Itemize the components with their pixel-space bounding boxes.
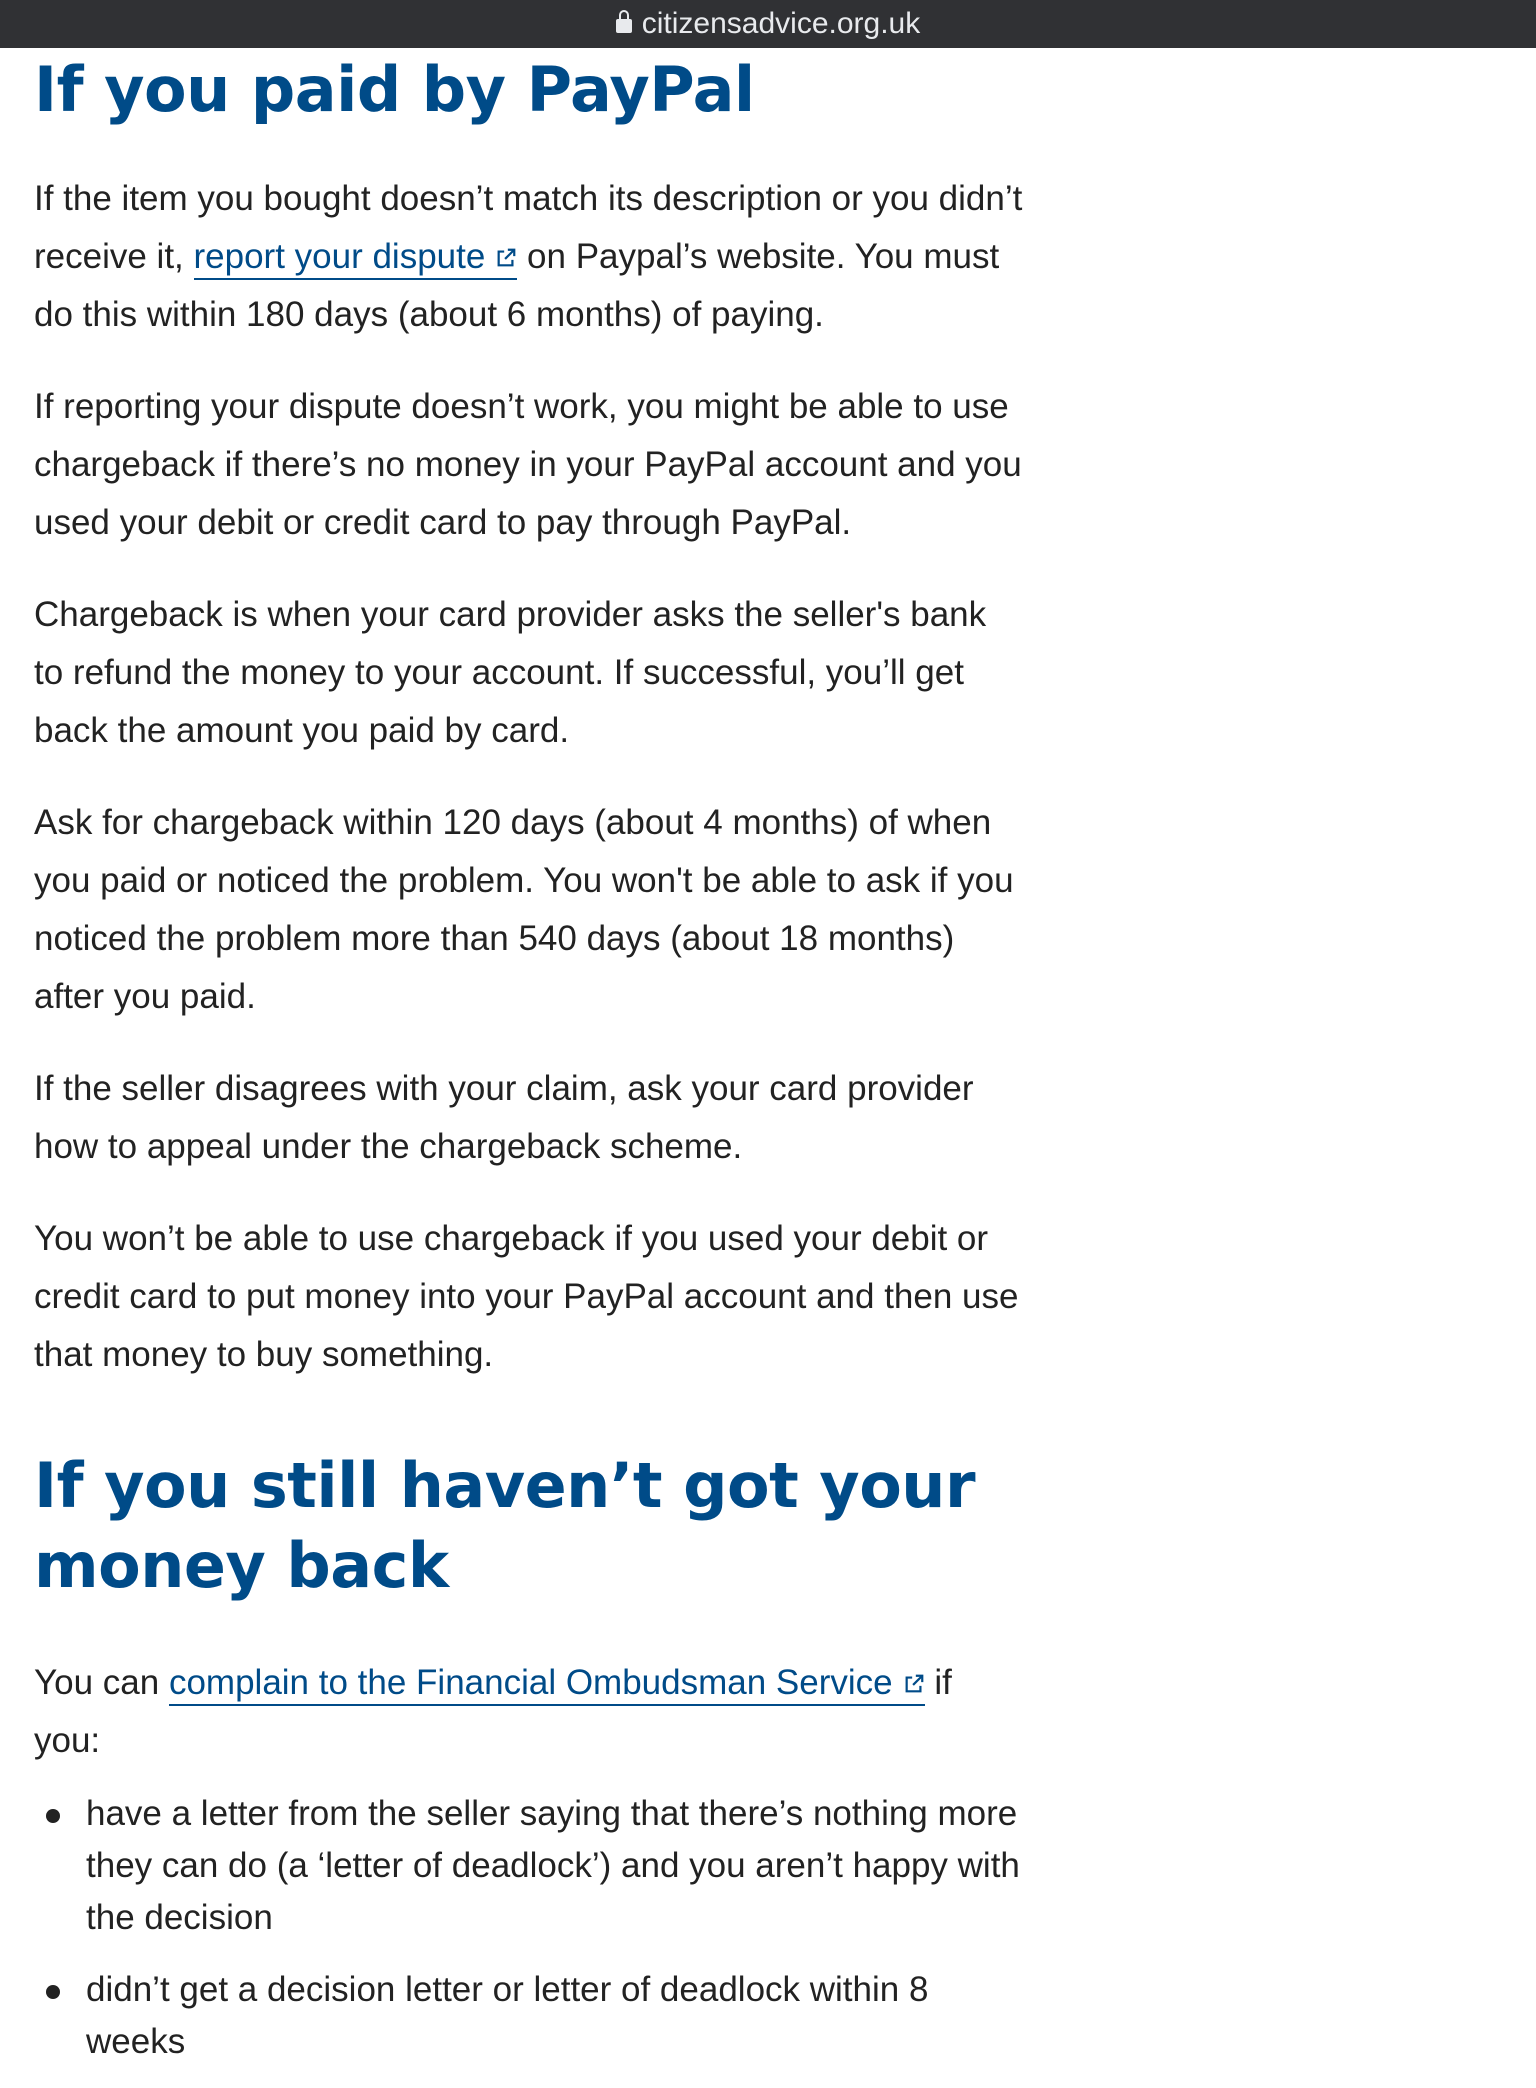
paragraph-appeal: If the seller disagrees with your claim, ask your card provider how to appeal under the chargeback scheme. [34,1069,974,1166]
external-link-icon [903,1673,925,1695]
section-heading-money-back: If you still haven’t got your money back [34,1449,976,1602]
list-item: have a letter from the seller saying that there’s nothing more they can do (a ‘letter of deadlock’) and you aren’t happy with the decision [34,1788,1024,1944]
ombudsman-conditions-list [34,1788,1024,2068]
bullet-icon [46,1985,60,1999]
section-heading-paypal: If you paid by PayPal [34,53,755,126]
article-content [34,48,1024,2088]
url-text: citizensadvice.org.uk [641,7,921,40]
paragraph-chargeback-option: If reporting your dispute doesn’t work, you might be able to use chargeback if there’s no money in your PayPal account and you used your debit or credit card to pay through PayPal. [34,387,1022,542]
report-dispute-link[interactable]: report your dispute [194,237,518,280]
paragraph-chargeback-deadline: Ask for chargeback within 120 days (about 4 months) of when you paid or noticed the problem. You won't be able to ask if you noticed the problem more than 540 days (about 18 months) after you paid. [34,803,1014,1016]
paragraph-chargeback-definition: Chargeback is when your card provider asks the seller's bank to refund the money to your account. If successful, you’ll get back the amount you paid by card. [34,595,987,750]
bullet-icon [46,1809,60,1823]
list-item: didn’t get a decision letter or letter of deadlock within 8 weeks [34,1964,1024,2068]
financial-ombudsman-link[interactable]: complain to the Financial Ombudsman Service [169,1663,925,1706]
paragraph-chargeback-exclusion: You won’t be able to use chargeback if you used your debit or credit card to put money into your PayPal account and then use that money to buy something. [34,1219,1019,1374]
lock-icon [616,19,632,33]
browser-address-bar[interactable] [0,0,1536,48]
paragraph-ombudsman: You can complain to the Financial Ombudsman Service if you: [34,1663,952,1760]
external-link-icon [495,247,517,269]
paragraph-dispute: If the item you bought doesn’t match its description or you didn’t receive it, report your dispute on Paypal’s website. You must do this within 180 days (about 6 months) of paying. [34,179,1023,334]
